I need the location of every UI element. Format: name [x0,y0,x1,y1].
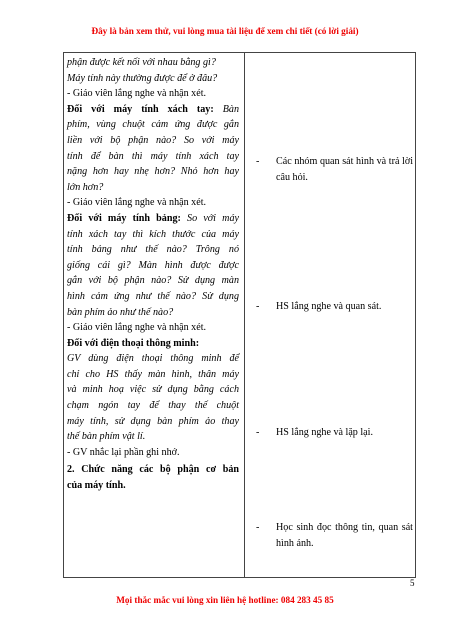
response-text: HS lắng nghe và quan sát. [276,301,382,312]
text-line: So với máy [187,212,239,224]
text-line: bàn phím ảo như thế nào? [67,306,174,318]
text-line: - GV nhắc lại phần ghi nhớ. [67,446,180,458]
text-line: máy tính, sử dụng bàn phím ảo thay [67,415,239,427]
text-line: lớn hơn? [67,181,104,193]
text-line: Máy tính này thường được để ở đâu? [67,72,218,84]
text-line: tính để bàn thì máy tính xách tay [67,150,239,162]
student-response [248,154,413,185]
text-line: phận được kết nối với nhau bằng gì? [67,57,216,68]
text-line: phím, vùng chuột cảm ứng được gắn [67,119,239,131]
student-response [248,299,413,315]
bullet-dash: - [256,156,260,167]
hotline-banner: Mọi thắc mắc vui lòng xin liên hệ hotline: 084 283 45 85 [116,595,334,605]
text-line: hình cảm ứng như thế nào? Sử dụng [67,290,239,302]
tablet-heading-line [67,211,239,227]
text-line: liền với bộ phận nào? So với máy [67,134,239,146]
text-line: nặng hơn hay nhẹ hơn? Nhỏ hơn hay [67,166,239,178]
text-line: Bàn [222,103,239,115]
section-heading: của máy tính. [67,480,126,492]
lesson-table [63,52,416,578]
text-line: và minh hoạ việc sử dụng bằng cách [67,384,239,396]
bullet-dash: - [256,427,260,438]
text-line: chạm ngón tay để thay thế chuột [67,400,239,412]
column-divider [244,53,245,577]
text-line: thế bàn phím vật lí. [67,431,146,443]
text-line: - Giáo viên lắng nghe và nhận xét. [67,197,207,209]
text-line: gắn với bộ phận nào? Sử dụng màn [67,275,239,287]
response-text: HS lắng nghe và lặp lại. [276,427,373,438]
teacher-activities-column [67,55,239,494]
text-line: tính bảng như thế nào? Trông nó [67,244,239,256]
section-heading: 2. Chức năng các bộ phận cơ bản [67,464,239,476]
bullet-dash: - [256,522,260,533]
phone-heading: Đối với điện thoại thông minh: [67,337,200,349]
response-text: hình ảnh. [276,537,314,549]
laptop-heading: Đối với máy tính xách tay: [67,103,214,115]
bullet-dash: - [256,301,260,312]
text-line: chỉ cho HS thấy màn hình, thân máy [67,368,239,380]
text-line: giống cái gì? Màn hình được được [67,259,239,271]
page-number: 5 [410,578,415,588]
text-line: - Giáo viên lắng nghe và nhận xét. [67,88,207,100]
preview-banner: Đây là bản xem thử, vui lòng mua tài liệu để xem chi tiết (có lời giải) [91,26,359,36]
student-response [248,520,413,551]
student-response [248,425,413,441]
text-line: - Giáo viên lắng nghe và nhận xét. [67,322,207,334]
text-line: GV dùng điện thoại thông minh để [67,353,239,365]
text-line: tính xách tay thì kích thước của máy [67,228,239,240]
response-text: Học sinh đọc thông tin, quan sát [276,522,413,533]
response-text: câu hỏi. [276,171,308,183]
tablet-heading: Đối với máy tính bảng: [67,212,181,224]
laptop-heading-line [67,102,239,118]
response-text: Các nhóm quan sát hình và trả lời [276,156,413,167]
